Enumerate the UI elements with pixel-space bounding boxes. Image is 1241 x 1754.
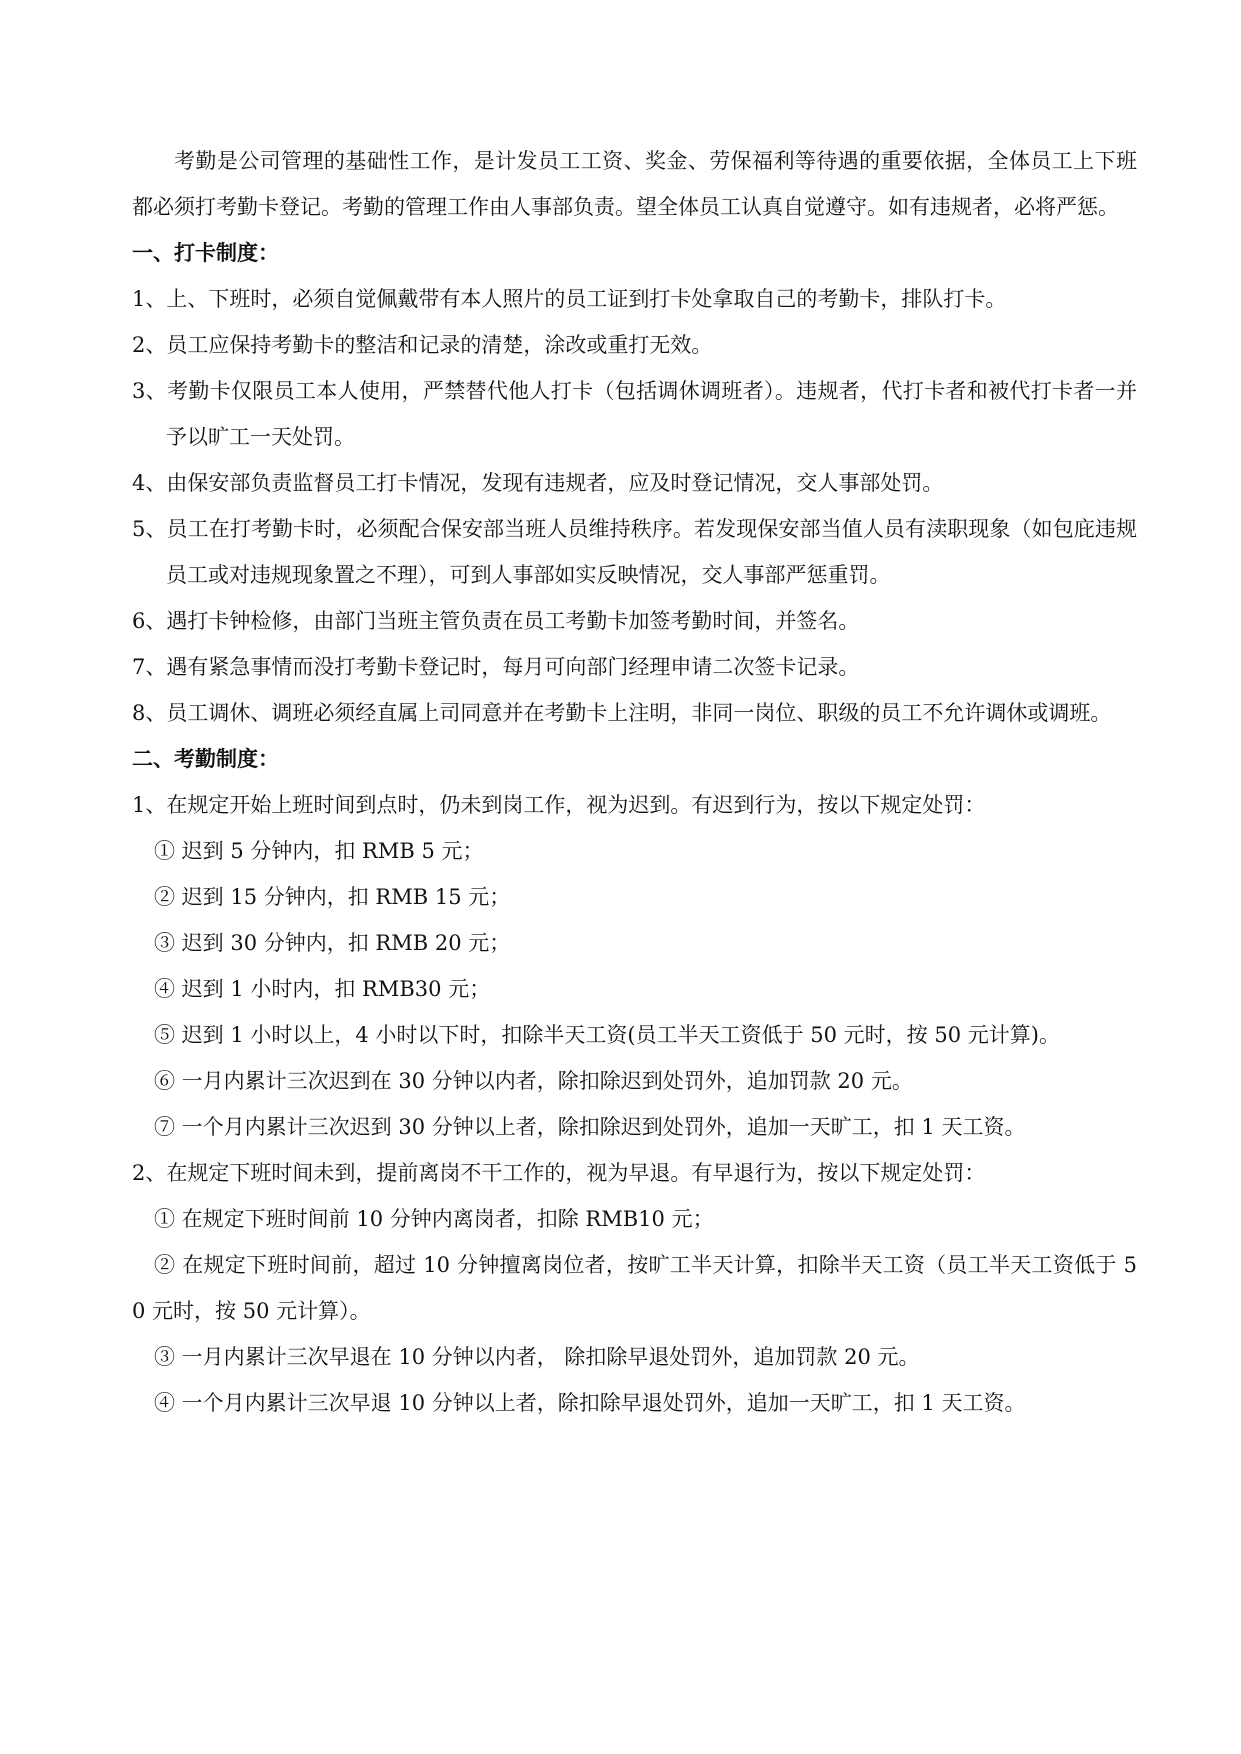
early-leave-penalty-item: ① 在规定下班时间前 10 分钟内离岗者，扣除 RMB10 元； xyxy=(154,1207,714,1231)
list-item: 2、员工应保持考勤卡的整洁和记录的清楚，涂改或重打无效。 xyxy=(132,333,713,357)
list-item: 7、遇有紧急事情而没打考勤卡登记时，每月可向部门经理申请二次签卡记录。 xyxy=(132,655,860,679)
late-penalty-item: ⑦ 一个月内累计三次迟到 30 分钟以上者，除扣除迟到处罚外，追加一天旷工，扣 1 天工资。 xyxy=(154,1115,1026,1139)
early-leave-rule-intro: 2、在规定下班时间未到，提前离岗不干工作的，视为早退。有早退行为，按以下规定处罚： xyxy=(132,1161,986,1185)
list-item: 5、员工在打考勤卡时，必须配合保安部当班人员维持秩序。若发现保安部当值人员有渎职现象（如包庇违规员工或对违规现象置之不理），可到人事部如实反映情况，交人事部严惩重罚。 xyxy=(132,517,1137,587)
early-leave-penalty-item: ④ 一个月内累计三次早退 10 分钟以上者，除扣除早退处罚外，追加一天旷工，扣 1 天工资。 xyxy=(154,1391,1026,1415)
early-leave-penalty-item: ③ 一月内累计三次早退在 10 分钟以内者， 除扣除早退处罚外，追加罚款 20 元。 xyxy=(154,1345,920,1369)
early-leave-penalty-item: ② 在规定下班时间前，超过 10 分钟擅离岗位者，按旷工半天计算，扣除半天工资（员工半天工资低于 50 元时，按 50 元计算）。 xyxy=(132,1253,1137,1323)
list-item: 6、遇打卡钟检修，由部门当班主管负责在员工考勤卡加签考勤时间，并签名。 xyxy=(132,609,860,633)
late-penalty-item: ⑤ 迟到 1 小时以上，4 小时以下时，扣除半天工资(员工半天工资低于 50 元时，按 50 元计算)。 xyxy=(154,1023,1060,1047)
late-penalty-item: ④ 迟到 1 小时内，扣 RMB30 元； xyxy=(154,977,491,1001)
list-item: 1、上、下班时，必须自觉佩戴带有本人照片的员工证到打卡处拿取自己的考勤卡，排队打卡。 xyxy=(132,287,1007,311)
list-item: 3、考勤卡仅限员工本人使用，严禁替代他人打卡（包括调休调班者）。违规者，代打卡者和被代打卡者一并予以旷工一天处罚。 xyxy=(132,379,1137,449)
late-penalty-item: ⑥ 一月内累计三次迟到在 30 分钟以内者，除扣除迟到处罚外，追加罚款 20 元。 xyxy=(154,1069,913,1093)
document-page xyxy=(132,138,1137,1426)
intro-paragraph: 考勤是公司管理的基础性工作，是计发员工工资、奖金、劳保福利等待遇的重要依据，全体员工上下班都必须打考勤卡登记。考勤的管理工作由人事部负责。望全体员工认真自觉遵守。如有违规者，必将严惩。 xyxy=(132,149,1137,219)
late-penalty-item: ③ 迟到 30 分钟内，扣 RMB 20 元； xyxy=(154,931,511,955)
late-rule-intro: 1、在规定开始上班时间到点时，仍未到岗工作，视为迟到。有迟到行为，按以下规定处罚： xyxy=(132,793,986,817)
late-penalty-item: ② 迟到 15 分钟内，扣 RMB 15 元； xyxy=(154,885,511,909)
list-item: 4、由保安部负责监督员工打卡情况，发现有违规者，应及时登记情况，交人事部处罚。 xyxy=(132,471,944,495)
section-heading-clock-in: 一、打卡制度： xyxy=(132,240,279,265)
section-heading-attendance: 二、考勤制度： xyxy=(132,746,279,771)
late-penalty-item: ① 迟到 5 分钟内，扣 RMB 5 元； xyxy=(154,839,484,863)
list-item: 8、员工调休、调班必须经直属上司同意并在考勤卡上注明，非同一岗位、职级的员工不允许调休或调班。 xyxy=(132,701,1112,725)
